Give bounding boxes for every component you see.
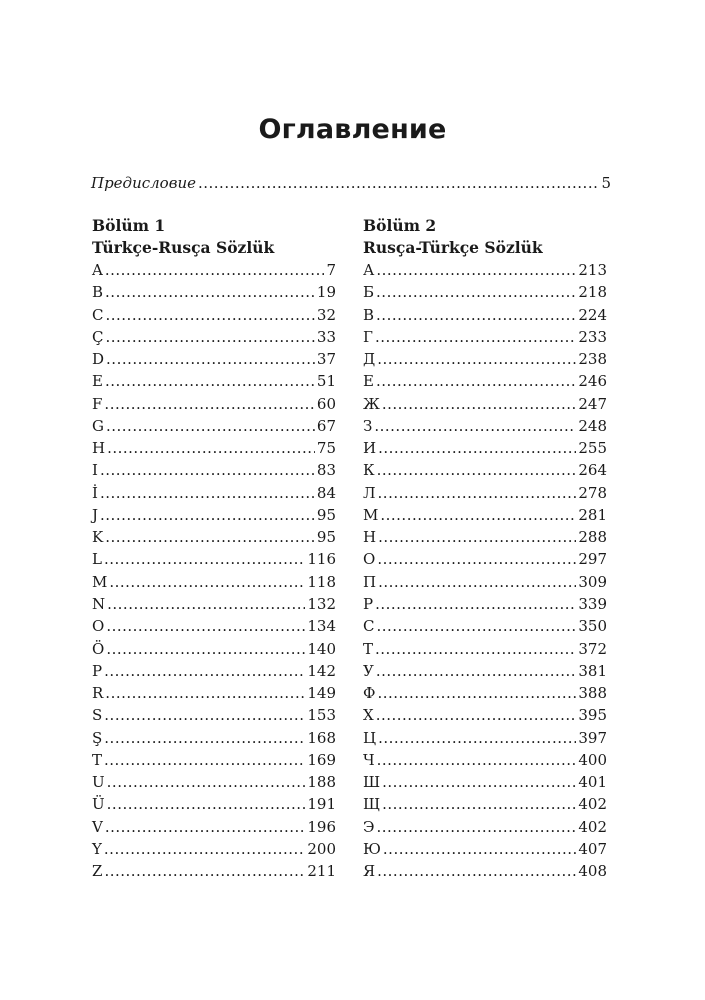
entry-page-number: 188 — [307, 773, 336, 792]
toc-entry[interactable] — [92, 348, 336, 370]
toc-entry[interactable] — [363, 704, 607, 726]
toc-entry[interactable] — [92, 304, 336, 326]
entry-page-number: 401 — [578, 773, 607, 792]
entry-letter: Р — [363, 594, 374, 613]
dot-leader — [376, 615, 576, 637]
dot-leader — [104, 704, 305, 726]
toc-entry[interactable] — [92, 704, 336, 726]
dot-leader — [382, 393, 577, 415]
entry-letter: П — [363, 572, 377, 591]
dot-leader — [382, 793, 576, 815]
toc-entry[interactable] — [363, 615, 607, 637]
entry-page-number: 218 — [578, 283, 607, 302]
dot-leader — [104, 660, 305, 682]
toc-entry[interactable] — [92, 816, 336, 838]
entry-page-number: 246 — [578, 372, 607, 391]
toc-entry[interactable] — [363, 771, 607, 793]
toc-entry[interactable] — [363, 816, 607, 838]
toc-entry[interactable] — [92, 749, 336, 771]
toc-entry[interactable] — [363, 593, 607, 615]
dot-leader — [107, 793, 306, 815]
entry-page-number: 95 — [316, 505, 336, 524]
entry-letter: P — [92, 661, 103, 680]
entry-page-number: 402 — [578, 817, 607, 836]
toc-entry[interactable] — [92, 793, 336, 815]
toc-entry[interactable] — [363, 259, 607, 281]
entry-letter: K — [92, 528, 104, 547]
toc-entry[interactable] — [363, 838, 607, 860]
dot-leader — [104, 860, 305, 882]
toc-entry[interactable] — [92, 482, 336, 504]
entry-letter: N — [92, 594, 106, 613]
entry-letter: Л — [363, 483, 376, 502]
dot-leader — [380, 504, 576, 526]
entry-page-number: 191 — [307, 795, 336, 814]
section-heading: Bölüm 1 — [92, 216, 166, 235]
entry-letter: H — [92, 439, 106, 458]
dot-leader — [376, 281, 576, 303]
entry-letter: Ж — [363, 394, 380, 413]
toc-entry[interactable] — [363, 749, 607, 771]
entry-page-number: 407 — [578, 839, 607, 858]
entry-letter: З — [363, 416, 373, 435]
entry-page-number: 95 — [316, 528, 336, 547]
entry-page-number: 400 — [578, 750, 607, 769]
dot-leader — [100, 504, 315, 526]
entry-page-number: 238 — [578, 350, 607, 369]
entry-letter: С — [363, 617, 375, 636]
toc-entry[interactable] — [363, 504, 607, 526]
entry-letter: O — [92, 617, 105, 636]
toc-entry[interactable] — [92, 459, 336, 481]
toc-entry[interactable] — [363, 370, 607, 392]
entry-page-number: 169 — [307, 750, 336, 769]
entry-page-number: 372 — [578, 639, 607, 658]
toc-entry[interactable] — [92, 771, 336, 793]
toc-entry[interactable] — [92, 526, 336, 548]
dot-leader — [378, 571, 576, 593]
preface-title: Предисловие — [91, 174, 196, 192]
dot-leader — [378, 482, 577, 504]
entry-letter: Ф — [363, 684, 376, 703]
toc-entry[interactable] — [363, 548, 607, 570]
entry-letter: Я — [363, 862, 376, 881]
entry-page-number: 248 — [578, 416, 607, 435]
dot-leader — [376, 704, 577, 726]
toc-entry-preface[interactable] — [91, 174, 611, 196]
entry-letter: Е — [363, 372, 374, 391]
entry-letter: D — [92, 350, 105, 369]
toc-entry[interactable] — [92, 660, 336, 682]
entry-page-number: 37 — [316, 350, 336, 369]
toc-entry[interactable] — [92, 727, 336, 749]
dot-leader — [376, 816, 576, 838]
entry-page-number: 255 — [578, 439, 607, 458]
entry-letter: У — [363, 661, 374, 680]
dot-leader — [105, 370, 315, 392]
toc-entry[interactable] — [92, 682, 336, 704]
dot-leader — [107, 593, 305, 615]
entry-page-number: 402 — [578, 795, 607, 814]
toc-entry[interactable] — [363, 526, 607, 548]
dot-leader — [104, 838, 305, 860]
toc-entry[interactable] — [363, 304, 607, 326]
dot-leader — [377, 860, 576, 882]
toc-entry[interactable] — [363, 482, 607, 504]
dot-leader — [106, 348, 315, 370]
entry-page-number: 381 — [578, 661, 607, 680]
entry-page-number: 247 — [578, 394, 607, 413]
dot-leader — [377, 348, 576, 370]
dot-leader — [375, 638, 576, 660]
dot-leader — [377, 749, 577, 771]
entry-letter: И — [363, 439, 377, 458]
dot-leader — [109, 571, 305, 593]
entry-page-number: 339 — [578, 594, 607, 613]
entry-page-number: 309 — [578, 572, 607, 591]
entry-letter: T — [92, 750, 103, 769]
toc-entry[interactable] — [363, 860, 607, 882]
toc-entry[interactable] — [92, 259, 336, 281]
entry-letter: R — [92, 684, 104, 703]
toc-entry[interactable] — [92, 370, 336, 392]
section-subheading: Rusça-Türkçe Sözlük — [363, 238, 543, 257]
entry-page-number: 83 — [316, 461, 336, 480]
toc-entry[interactable] — [363, 660, 607, 682]
toc-entry[interactable] — [92, 415, 336, 437]
entry-page-number: 278 — [578, 483, 607, 502]
dot-leader — [105, 281, 315, 303]
dot-leader — [375, 593, 576, 615]
dot-leader — [383, 838, 576, 860]
dot-leader — [104, 548, 305, 570]
preface-page-number: 5 — [601, 174, 611, 192]
toc-entry[interactable] — [363, 727, 607, 749]
entry-page-number: 7 — [326, 261, 336, 279]
dot-leader — [376, 370, 576, 392]
entry-page-number: 149 — [307, 684, 336, 703]
entry-page-number: 84 — [316, 483, 336, 502]
entry-letter: M — [92, 572, 108, 591]
toc-entry[interactable] — [363, 682, 607, 704]
toc-entry-list — [363, 259, 607, 882]
dot-leader — [106, 415, 315, 437]
entry-page-number: 297 — [578, 550, 607, 569]
entry-letter: Ü — [92, 795, 105, 814]
entry-page-number: 200 — [307, 839, 336, 858]
section-turkish-russian — [92, 215, 336, 882]
entry-letter: Ц — [363, 728, 377, 747]
dot-leader — [198, 174, 599, 192]
entry-page-number: 75 — [316, 439, 336, 458]
entry-letter: Z — [92, 862, 103, 881]
toc-entry[interactable] — [363, 348, 607, 370]
toc-entry[interactable] — [363, 638, 607, 660]
dot-leader — [105, 259, 325, 281]
entry-letter: Щ — [363, 795, 381, 814]
dot-leader — [106, 615, 305, 637]
dot-leader — [376, 660, 577, 682]
entry-page-number: 142 — [307, 661, 336, 680]
entry-letter: Х — [363, 706, 374, 725]
dot-leader — [375, 326, 576, 348]
entry-letter: I — [92, 461, 98, 480]
entry-page-number: 264 — [578, 461, 607, 480]
dot-leader — [377, 459, 577, 481]
dot-leader — [382, 771, 576, 793]
entry-letter: О — [363, 550, 376, 569]
entry-page-number: 213 — [578, 261, 607, 279]
entry-letter: В — [363, 305, 375, 324]
toc-entry[interactable] — [92, 393, 336, 415]
dot-leader — [378, 727, 576, 749]
dot-leader — [105, 682, 305, 704]
entry-letter: V — [92, 817, 103, 836]
entry-letter: Ç — [92, 327, 104, 346]
dot-leader — [377, 548, 576, 570]
dot-leader — [378, 526, 576, 548]
entry-letter: S — [92, 706, 103, 725]
entry-page-number: 67 — [316, 416, 336, 435]
toc-entry[interactable] — [363, 393, 607, 415]
entry-letter: A — [92, 261, 103, 279]
entry-letter: Ş — [92, 728, 103, 747]
entry-letter: İ — [92, 483, 98, 502]
toc-entry[interactable] — [363, 415, 607, 437]
toc-entry[interactable] — [92, 548, 336, 570]
entry-letter: Ч — [363, 750, 375, 769]
toc-entry[interactable] — [363, 571, 607, 593]
entry-page-number: 33 — [316, 327, 336, 346]
entry-page-number: 32 — [316, 305, 336, 324]
entry-page-number: 60 — [316, 394, 336, 413]
entry-page-number: 395 — [578, 706, 607, 725]
toc-entry[interactable] — [92, 504, 336, 526]
toc-entry[interactable] — [92, 281, 336, 303]
entry-letter: М — [363, 505, 379, 524]
dot-leader — [104, 727, 305, 749]
toc-entry[interactable] — [92, 860, 336, 882]
entry-letter: C — [92, 305, 104, 324]
dot-leader — [374, 415, 576, 437]
entry-letter: B — [92, 283, 104, 302]
entry-page-number: 233 — [578, 327, 607, 346]
dot-leader — [377, 682, 576, 704]
entry-letter: U — [92, 773, 105, 792]
dot-leader — [100, 482, 315, 504]
entry-letter: Т — [363, 639, 374, 658]
dot-leader — [105, 326, 314, 348]
entry-letter: Y — [92, 839, 102, 858]
dot-leader — [105, 304, 314, 326]
page-title: Оглавление — [258, 114, 447, 145]
toc-entry[interactable] — [92, 638, 336, 660]
entry-letter: К — [363, 461, 375, 480]
dot-leader — [376, 304, 576, 326]
toc-entry[interactable] — [363, 459, 607, 481]
dot-leader — [104, 393, 314, 415]
entry-page-number: 408 — [578, 862, 607, 881]
entry-page-number: 281 — [578, 505, 607, 524]
entry-page-number: 288 — [578, 528, 607, 547]
toc-entry-list — [92, 259, 336, 882]
toc-entry[interactable] — [92, 571, 336, 593]
entry-page-number: 196 — [307, 817, 336, 836]
entry-page-number: 19 — [316, 283, 336, 302]
entry-page-number: 211 — [307, 862, 336, 881]
entry-letter: G — [92, 416, 104, 435]
toc-entry[interactable] — [363, 793, 607, 815]
toc-entry[interactable] — [363, 437, 607, 459]
entry-page-number: 168 — [307, 728, 336, 747]
entry-letter: E — [92, 372, 103, 391]
section-heading: Bölüm 2 — [363, 216, 437, 235]
toc-entry[interactable] — [92, 593, 336, 615]
toc-entry[interactable] — [92, 838, 336, 860]
dot-leader — [104, 749, 305, 771]
entry-letter: Ö — [92, 639, 105, 658]
entry-page-number: 397 — [578, 728, 607, 747]
section-subheading: Türkçe-Rusça Sözlük — [92, 238, 275, 257]
entry-page-number: 51 — [316, 372, 336, 391]
entry-letter: Н — [363, 528, 377, 547]
dot-leader — [105, 816, 306, 838]
toc-entry[interactable] — [92, 437, 336, 459]
entry-page-number: 118 — [307, 572, 336, 591]
entry-letter: Ш — [363, 773, 381, 792]
entry-page-number: 132 — [307, 594, 336, 613]
entry-page-number: 134 — [307, 617, 336, 636]
entry-page-number: 224 — [578, 305, 607, 324]
dot-leader — [105, 526, 315, 548]
entry-letter: Ю — [363, 839, 381, 858]
dot-leader — [107, 771, 306, 793]
entry-page-number: 116 — [307, 550, 336, 569]
entry-letter: Б — [363, 283, 375, 302]
entry-letter: Д — [363, 350, 376, 369]
dot-leader — [378, 437, 576, 459]
toc-entry[interactable] — [92, 615, 336, 637]
toc-entry[interactable] — [363, 326, 607, 348]
entry-page-number: 140 — [307, 639, 336, 658]
entry-letter: Э — [363, 817, 375, 836]
entry-letter: J — [92, 505, 99, 524]
dot-leader — [107, 437, 315, 459]
entry-letter: F — [92, 394, 103, 413]
toc-entry[interactable] — [363, 281, 607, 303]
entry-letter: А — [363, 261, 375, 279]
entry-page-number: 350 — [578, 617, 607, 636]
section-russian-turkish — [363, 215, 607, 882]
dot-leader — [376, 259, 576, 281]
dot-leader — [106, 638, 305, 660]
dot-leader — [100, 459, 315, 481]
entry-page-number: 388 — [578, 684, 607, 703]
entry-page-number: 153 — [307, 706, 336, 725]
toc-entry[interactable] — [92, 326, 336, 348]
entry-letter: L — [92, 550, 102, 569]
entry-letter: Г — [363, 327, 373, 346]
